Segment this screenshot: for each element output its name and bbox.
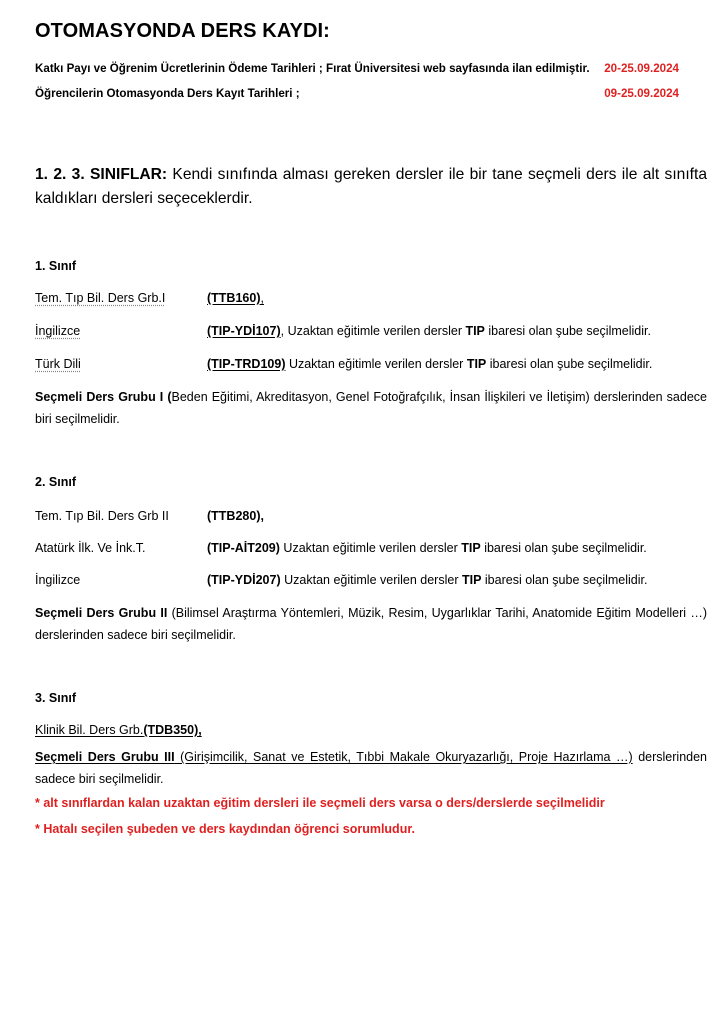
course-suffix: ,	[260, 291, 264, 305]
payment-dates-label: Katkı Payı ve Öğrenim Ücretlerinin Ödeme Tarihleri ; Fırat Üniversitesi web sayfasında ilan edilmiştir.	[35, 62, 590, 75]
course-note: Uzaktan eğitimle verilen dersler	[284, 324, 466, 338]
course-row	[35, 541, 715, 555]
course-code: (TIP-AİT209)	[207, 541, 280, 555]
section-title-sinif1: 1. Sınıf	[35, 259, 76, 273]
elective-list: (Girişimcilik, Sanat ve Estetik, Tıbbi Makale Okuryazarlığı, Proje Hazırlama …)	[174, 750, 633, 764]
elective-heading: Seçmeli Ders Grubu III	[35, 750, 175, 764]
course-code: (TIP-YDİ107)	[207, 324, 281, 338]
course-row	[35, 291, 715, 305]
elective-heading: Seçmeli Ders Grubu II	[35, 606, 168, 620]
course-name: İngilizce	[35, 573, 81, 587]
course-note: Uzaktan eğitimle verilen dersler	[285, 357, 467, 371]
course-name: Tem. Tıp Bil. Ders Grb II	[35, 509, 169, 523]
course-name: Klinik Bil. Ders Grb.	[35, 723, 144, 737]
elective-group-3	[35, 746, 707, 790]
course-name: İngilizce	[35, 324, 81, 338]
elective-group-2	[35, 602, 707, 646]
course-name: Atatürk İlk. Ve İnk.T.	[35, 541, 146, 555]
elective-text: derslerinden sadece biri seçilmelidir.	[35, 750, 708, 786]
registration-dates-value: 09-25.09.2024	[604, 87, 679, 100]
intro-text: Kendi sınıfında alması gereken dersler ile bir tane seçmeli ders ile alt sınıfta kaldıkları dersleri seçeceklerdir.	[35, 166, 707, 207]
tip-label: TIP	[461, 573, 482, 587]
tip-label: TIP	[465, 324, 485, 338]
course-row	[35, 573, 715, 587]
elective-heading: Seçmeli Ders Grubu I (	[35, 390, 172, 404]
page-title: OTOMASYONDA DERS KAYDI:	[35, 20, 330, 42]
course-code: (TIP-YDİ207)	[207, 573, 281, 587]
course-note-end: ibaresi olan şube seçilmelidir.	[484, 324, 651, 338]
course-row	[35, 723, 715, 737]
course-row	[35, 509, 715, 523]
course-note-end: ibaresi olan şube seçilmelidir.	[486, 357, 653, 371]
course-code: (TDB350),	[143, 723, 202, 737]
elective-group-1	[35, 386, 707, 430]
elective-text: Beden Eğitimi, Akreditasyon, Genel Fotoğrafçılık, İnsan İlişkileri ve İletişim) derslerinden sadece biri seçilmelidir.	[35, 390, 707, 426]
tip-label: TIP	[466, 357, 487, 371]
course-name: Tem. Tıp Bil. Ders Grb.I	[35, 291, 166, 305]
section-title-sinif3: 3. Sınıf	[35, 691, 76, 705]
elective-text: (Bilimsel Araştırma Yöntemleri, Müzik, Resim, Uygarlıklar Tarihi, Anatomide Eğitim Modelleri …) derslerinden sadece biri seçilmelidir.	[35, 606, 707, 642]
intro-heading: 1. 2. 3. SINIFLAR:	[35, 166, 168, 183]
course-note: Uzaktan eğitimle verilen dersler	[280, 573, 462, 587]
registration-dates-label: Öğrencilerin Otomasyonda Ders Kayıt Tarihleri ;	[35, 87, 300, 100]
course-row	[35, 357, 715, 371]
tip-label: TIP	[461, 541, 481, 555]
payment-dates-value: 20-25.09.2024	[604, 62, 679, 75]
course-row	[35, 324, 715, 338]
intro-paragraph	[35, 163, 707, 211]
section-title-sinif2: 2. Sınıf	[35, 475, 76, 489]
warning-note-2: * Hatalı seçilen şubeden ve ders kaydından öğrenci sorumludur.	[35, 822, 415, 836]
course-code: (TTB160)	[207, 291, 261, 305]
course-note-end: ibaresi olan şube seçilmelidir.	[480, 541, 647, 555]
warning-note-1: * alt sınıflardan kalan uzaktan eğitim dersleri ile seçmeli ders varsa o ders/derslerde seçilmelidir	[35, 796, 605, 810]
course-note-end: ibaresi olan şube seçilmelidir.	[481, 573, 648, 587]
course-code: (TTB280),	[207, 509, 264, 523]
course-code: (TIP-TRD109)	[207, 357, 286, 371]
course-name: Türk Dili	[35, 357, 81, 371]
course-suffix: ,	[280, 324, 285, 338]
course-note: Uzaktan eğitimle verilen dersler	[279, 541, 462, 555]
